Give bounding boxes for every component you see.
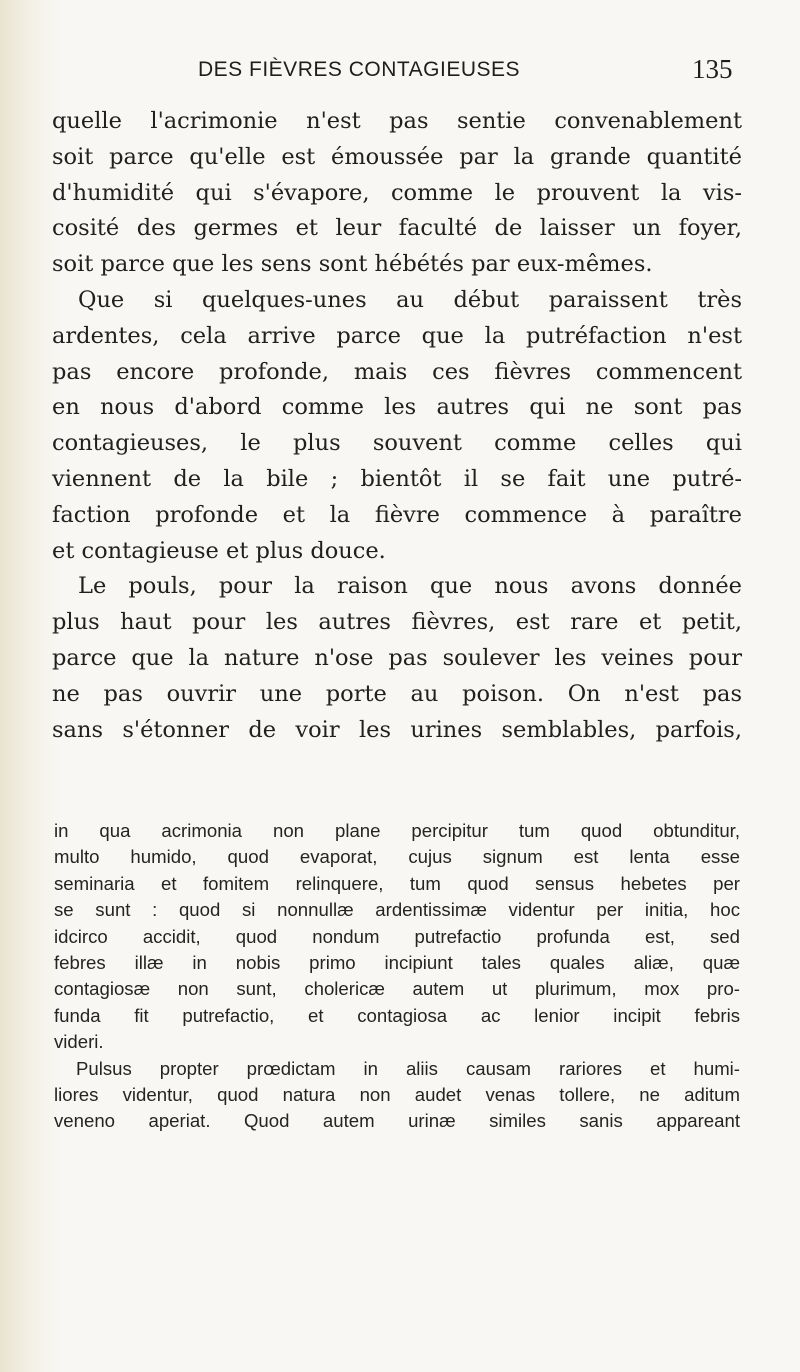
text-line: soit parce qu'elle est émoussée par la grande quantité [52, 143, 742, 170]
text-line: se sunt : quod si nonnullæ ardentissimæ videntur per initia, hoc [54, 899, 740, 921]
french-text-block [52, 104, 742, 748]
running-title: DES FIÈVRES CONTAGIEUSES [198, 58, 521, 81]
text-line: d'humidité qui s'évapore, comme le prouvent la vis- [52, 179, 742, 206]
text-line: funda fit putrefactio, et contagiosa ac lenior incipit febris [54, 1004, 740, 1026]
text-line: plus haut pour les autres fièvres, est rare et petit, [52, 609, 742, 636]
text-line: febres illæ in nobis primo incipiunt tales quales aliæ, quæ [54, 951, 740, 973]
text-line: viennent de la bile ; bientôt il se fait une putré- [52, 465, 742, 492]
text-line: sans s'étonner de voir les urines semblables, parfois, [52, 716, 742, 743]
text-line: cosité des germes et leur faculté de laisser un foyer, [52, 215, 742, 242]
text-line: Pulsus propter prœdictam in aliis causam rariores et humi- [76, 1057, 740, 1079]
text-line: idcirco accidit, quod nondum putrefactio profunda est, sed [54, 925, 740, 947]
text-line: liores videntur, quod natura non audet venas tollere, ne aditum [54, 1083, 740, 1105]
text-line: Que si quelques-unes au début paraissent très [78, 286, 742, 313]
text-line: quelle l'acrimonie n'est pas sentie convenablement [52, 108, 742, 134]
text-line: multo humido, quod evaporat, cujus signum est lenta esse [54, 846, 740, 868]
text-line: ardentes, cela arrive parce que la putréfaction n'est [52, 322, 742, 349]
text-line: Le pouls, pour la raison que nous avons donnée [78, 573, 742, 600]
text-line: seminaria et fomitem relinquere, tum quod sensus hebetes per [54, 872, 740, 894]
text-line: contagiosæ non sunt, cholericæ autem ut plurimum, mox pro- [54, 978, 740, 1000]
text-line: soit parce que les sens sont hébétés par eux-mêmes. [52, 251, 653, 278]
text-line: parce que la nature n'ose pas soulever les veines pour [52, 644, 742, 671]
page-number: 135 [692, 54, 733, 84]
text-line: contagieuses, le plus souvent comme celles qui [52, 430, 742, 457]
latin-text-block [54, 818, 740, 1135]
text-line: pas encore profonde, mais ces fièvres commencent [52, 358, 742, 385]
text-line: faction profonde et la fièvre commence à paraître [52, 501, 742, 528]
text-line: veneno aperiat. Quod autem urinæ similes sanis appareant [54, 1110, 740, 1132]
text-line: en nous d'abord comme les autres qui ne sont pas [52, 394, 742, 421]
text-line: videri. [54, 1031, 104, 1053]
text-line: ne pas ouvrir une porte au poison. On n'est pas [52, 680, 742, 707]
text-line: et contagieuse et plus douce. [52, 537, 386, 564]
text-line: in qua acrimonia non plane percipitur tum quod obtunditur, [54, 820, 740, 841]
